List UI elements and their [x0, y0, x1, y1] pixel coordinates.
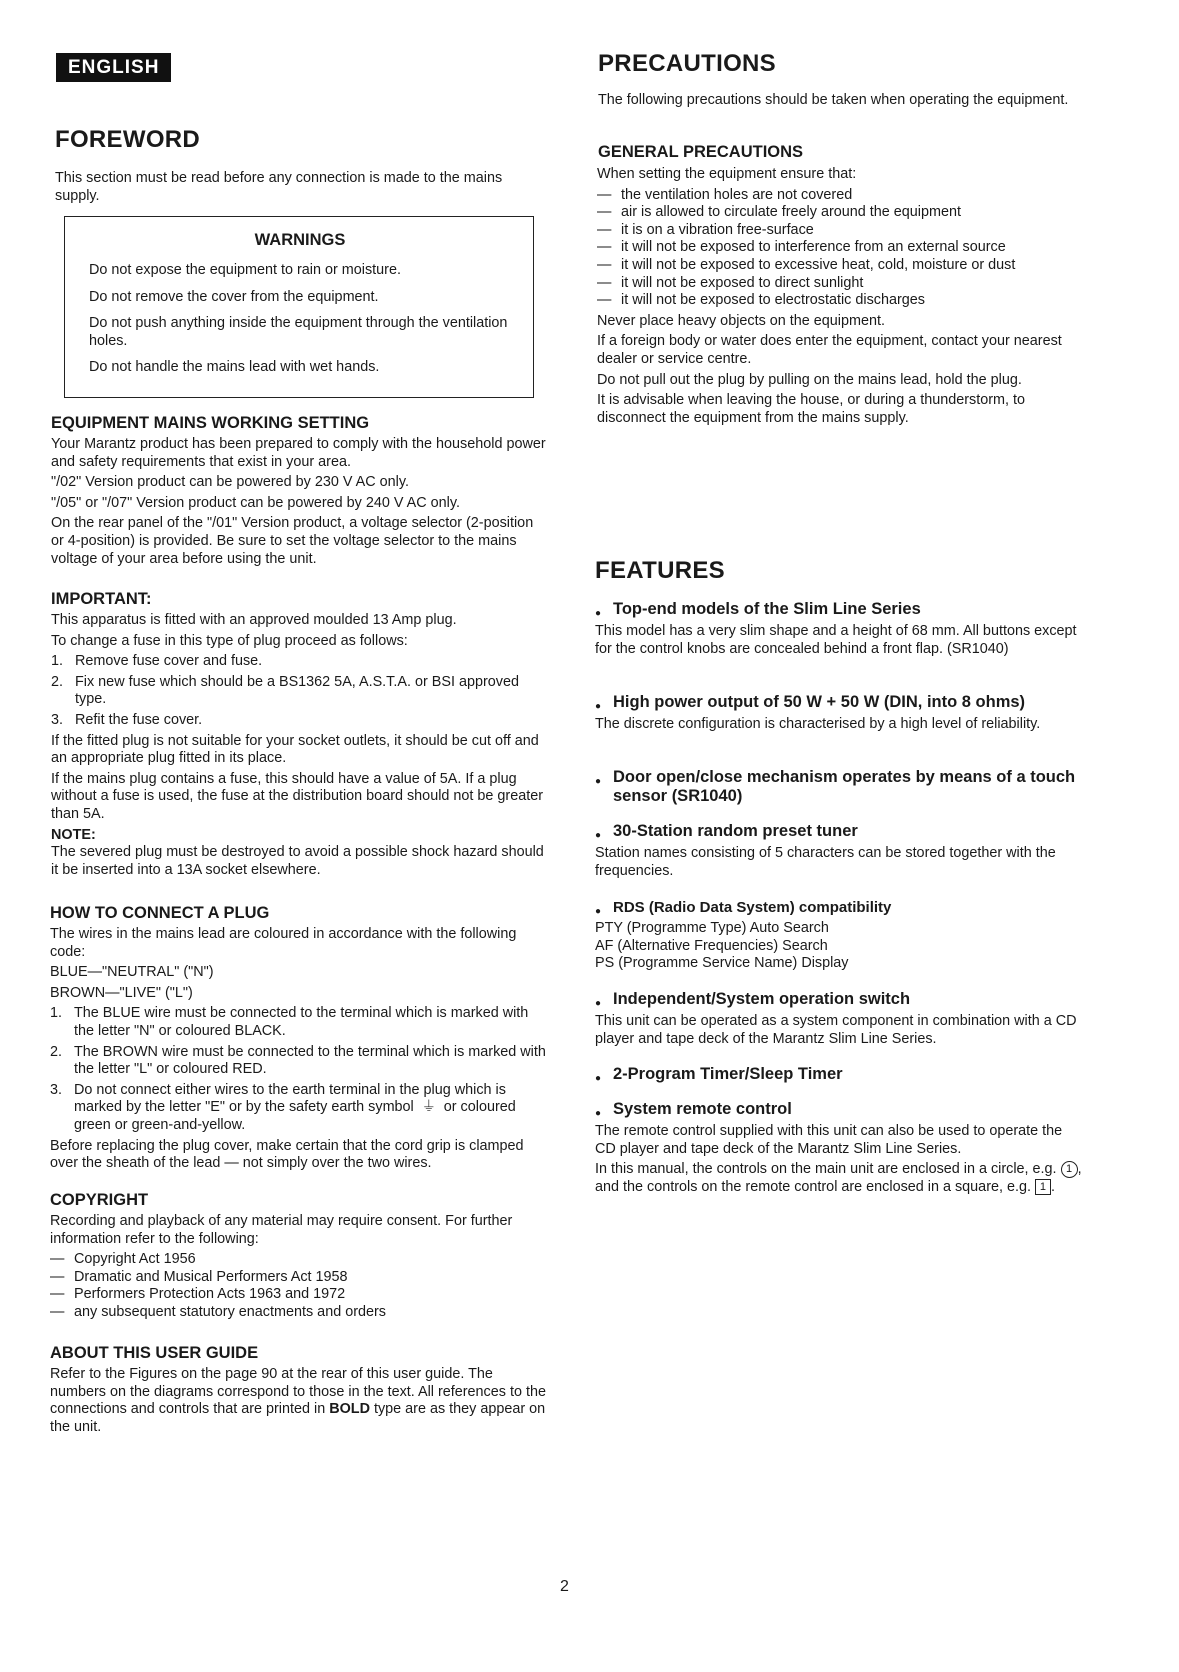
paragraph: To change a fuse in this type of plug proceed as follows:	[51, 632, 408, 649]
feature-title: ● Independent/System operation switch	[595, 990, 1103, 1009]
connect-plug-body	[50, 926, 547, 1173]
feature-title: ● 2-Program Timer/Sleep Timer	[595, 1065, 1103, 1084]
earth-symbol-icon: ⏚	[421, 1099, 436, 1116]
list-item: — Performers Protection Acts 1963 and 1972	[50, 1286, 547, 1304]
warnings-box	[64, 216, 534, 398]
foreword-intro: This section must be read before any connection is made to the mains supply.	[55, 170, 503, 204]
list-item: 3. Do not connect either wires to the earth terminal in the plug which is marked by the letter "E" or by the safety earth symbol ⏚ or coloured green or green-and-yellow.	[50, 1081, 516, 1133]
list-item: — Copyright Act 1956	[50, 1251, 547, 1269]
list-item: — it will not be exposed to electrostatic discharges	[597, 292, 1087, 310]
list-item: — it will not be exposed to excessive heat, cold, moisture or dust	[597, 257, 1087, 275]
rds-line: PS (Programme Service Name) Display	[595, 955, 849, 972]
feature-text: The discrete configuration is characterised by a high level of reliability.	[595, 716, 1041, 732]
circle-control-icon: 1	[1061, 1161, 1078, 1178]
paragraph: The wires in the mains lead are coloured in accordance with the following code:	[50, 926, 517, 960]
important-title: IMPORTANT:	[51, 590, 152, 608]
paragraph: Never place heavy objects on the equipment.	[597, 312, 885, 329]
general-precautions-title: GENERAL PRECAUTIONS	[598, 143, 804, 161]
warnings-title: WARNINGS	[254, 231, 346, 249]
feature-text	[595, 920, 1085, 973]
warning-item: Do not remove the cover from the equipment.	[89, 288, 379, 305]
list-item: 2. The BROWN wire must be connected to the terminal which is marked with the letter "L" or coloured RED.	[50, 1043, 546, 1078]
paragraph: When setting the equipment ensure that:	[597, 166, 857, 182]
warning-item: Do not expose the equipment to rain or moisture.	[89, 262, 401, 278]
page-number: 2	[560, 1578, 569, 1595]
paragraph: If the fitted plug is not suitable for your socket outlets, it should be cut off and an appropriate plug fitted in its place.	[51, 732, 539, 767]
paragraph: The remote control supplied with this unit can also be used to operate the CD player and tape deck of the Marantz Slim Line Series.	[595, 1123, 1063, 1157]
paragraph: If a foreign body or water does enter the equipment, contact your nearest dealer or service centre.	[597, 333, 1062, 367]
list-item: 1. Remove fuse cover and fuse.	[51, 653, 263, 670]
list-item: — the ventilation holes are not covered	[597, 187, 1087, 205]
connect-plug-title: HOW TO CONNECT A PLUG	[50, 904, 270, 922]
feature-text	[595, 1123, 1085, 1196]
note-text: The severed plug must be destroyed to avoid a possible shock hazard should it be inserted into a 13A socket elsewhere.	[51, 844, 544, 878]
colour-code: BROWN—"LIVE" ("L")	[50, 984, 193, 1001]
note-title: NOTE:	[51, 826, 96, 843]
mains-setting-title: EQUIPMENT MAINS WORKING SETTING	[51, 414, 370, 432]
paragraph: It is advisable when leaving the house, or during a thunderstorm, to disconnect the equipment from the mains supply.	[597, 392, 1025, 426]
feature-text: This model has a very slim shape and a height of 68 mm. All buttons except for the control knobs are concealed behind a front flap. (SR1040)	[595, 623, 1077, 657]
user-guide-text: Refer to the Figures on the page 90 at the rear of this user guide. The numbers on the diagrams correspond to those in the text. All references to the connections and controls that are printed in BOLD type are as they appear on the unit.	[50, 1366, 546, 1435]
foreword-title: FOREWORD	[55, 126, 201, 153]
feature-title: ● RDS (Radio Data System) compatibility	[595, 898, 1103, 917]
list-item: — it will not be exposed to interference from an external source	[597, 239, 1087, 257]
paragraph: In this manual, the controls on the main unit are enclosed in a circle, e.g. 1 , and the controls on the remote control are enclosed in a square, e.g. 1 .	[595, 1161, 1082, 1195]
rds-line: AF (Alternative Frequencies) Search	[595, 937, 828, 954]
paragraph: Do not pull out the plug by pulling on the mains lead, hold the plug.	[597, 371, 1022, 388]
list-item: — it will not be exposed to direct sunlight	[597, 275, 1087, 293]
paragraph: Before replacing the plug cover, make certain that the cord grip is clamped over the sheath of the lead — not simply over the two wires.	[50, 1137, 524, 1172]
list-item: 2. Fix new fuse which should be a BS1362 5A, A.S.T.A. or BSI approved type.	[51, 673, 519, 708]
feature-text: This unit can be operated as a system component in combination with a CD player and tape deck of the Marantz Slim Line Series.	[595, 1013, 1077, 1047]
rds-line: PTY (Programme Type) Auto Search	[595, 920, 829, 936]
paragraph: Recording and playback of any material may require consent. For further information refer to the following:	[50, 1213, 513, 1247]
paragraph: "/02" Version product can be powered by 230 V AC only.	[51, 474, 409, 491]
paragraph: Your Marantz product has been prepared to comply with the household power and safety requirements that exist in your area.	[51, 436, 546, 470]
feature-text: Station names consisting of 5 characters can be stored together with the frequencies.	[595, 845, 1056, 879]
colour-code: BLUE—"NEUTRAL" ("N")	[50, 964, 214, 981]
list-item: — air is allowed to circulate freely around the equipment	[597, 204, 1087, 222]
copyright-body	[50, 1213, 547, 1322]
feature-title: ● 30-Station random preset tuner	[595, 822, 1103, 841]
paragraph: If the mains plug contains a fuse, this should have a value of 5A. If a plug without a fuse is used, the fuse at the distribution board should not be greater than 5A.	[51, 770, 543, 822]
features-title: FEATURES	[595, 557, 725, 584]
warning-item: Do not push anything inside the equipment through the ventilation holes.	[89, 315, 508, 349]
general-precautions-body	[597, 166, 1087, 427]
precautions-intro: The following precautions should be taken when operating the equipment.	[598, 92, 1069, 108]
feature-title: ● Top-end models of the Slim Line Series	[595, 600, 1103, 619]
mains-setting-body	[51, 436, 548, 568]
feature-title: ● High power output of 50 W + 50 W (DIN, into 8 ohms)	[595, 693, 1103, 712]
list-item: — any subsequent statutory enactments and orders	[50, 1304, 547, 1322]
feature-title: ● System remote control	[595, 1100, 1103, 1119]
feature-title: ● Door open/close mechanism operates by means of a touch sensor (SR1040)	[595, 768, 1093, 806]
important-body	[51, 612, 548, 879]
language-tag: ENGLISH	[56, 53, 171, 82]
square-control-icon: 1	[1035, 1179, 1051, 1195]
list-item: — Dramatic and Musical Performers Act 1958	[50, 1269, 547, 1287]
list-item: — it is on a vibration free-surface	[597, 222, 1087, 240]
paragraph: This apparatus is fitted with an approved moulded 13 Amp plug.	[51, 612, 457, 628]
list-item: 1. The BLUE wire must be connected to the terminal which is marked with the letter "N" or coloured BLACK.	[50, 1005, 529, 1039]
precautions-title: PRECAUTIONS	[598, 50, 776, 77]
warning-item: Do not handle the mains lead with wet hands.	[89, 359, 380, 376]
copyright-title: COPYRIGHT	[50, 1191, 149, 1209]
paragraph: On the rear panel of the "/01" Version product, a voltage selector (2-position or 4-position) is provided. Be sure to set the voltage selector to the mains voltage of your area before using the unit.	[51, 515, 534, 567]
list-item: 3. Refit the fuse cover.	[51, 711, 203, 728]
paragraph: "/05" or "/07" Version product can be powered by 240 V AC only.	[51, 494, 460, 511]
user-guide-title: ABOUT THIS USER GUIDE	[50, 1344, 259, 1362]
